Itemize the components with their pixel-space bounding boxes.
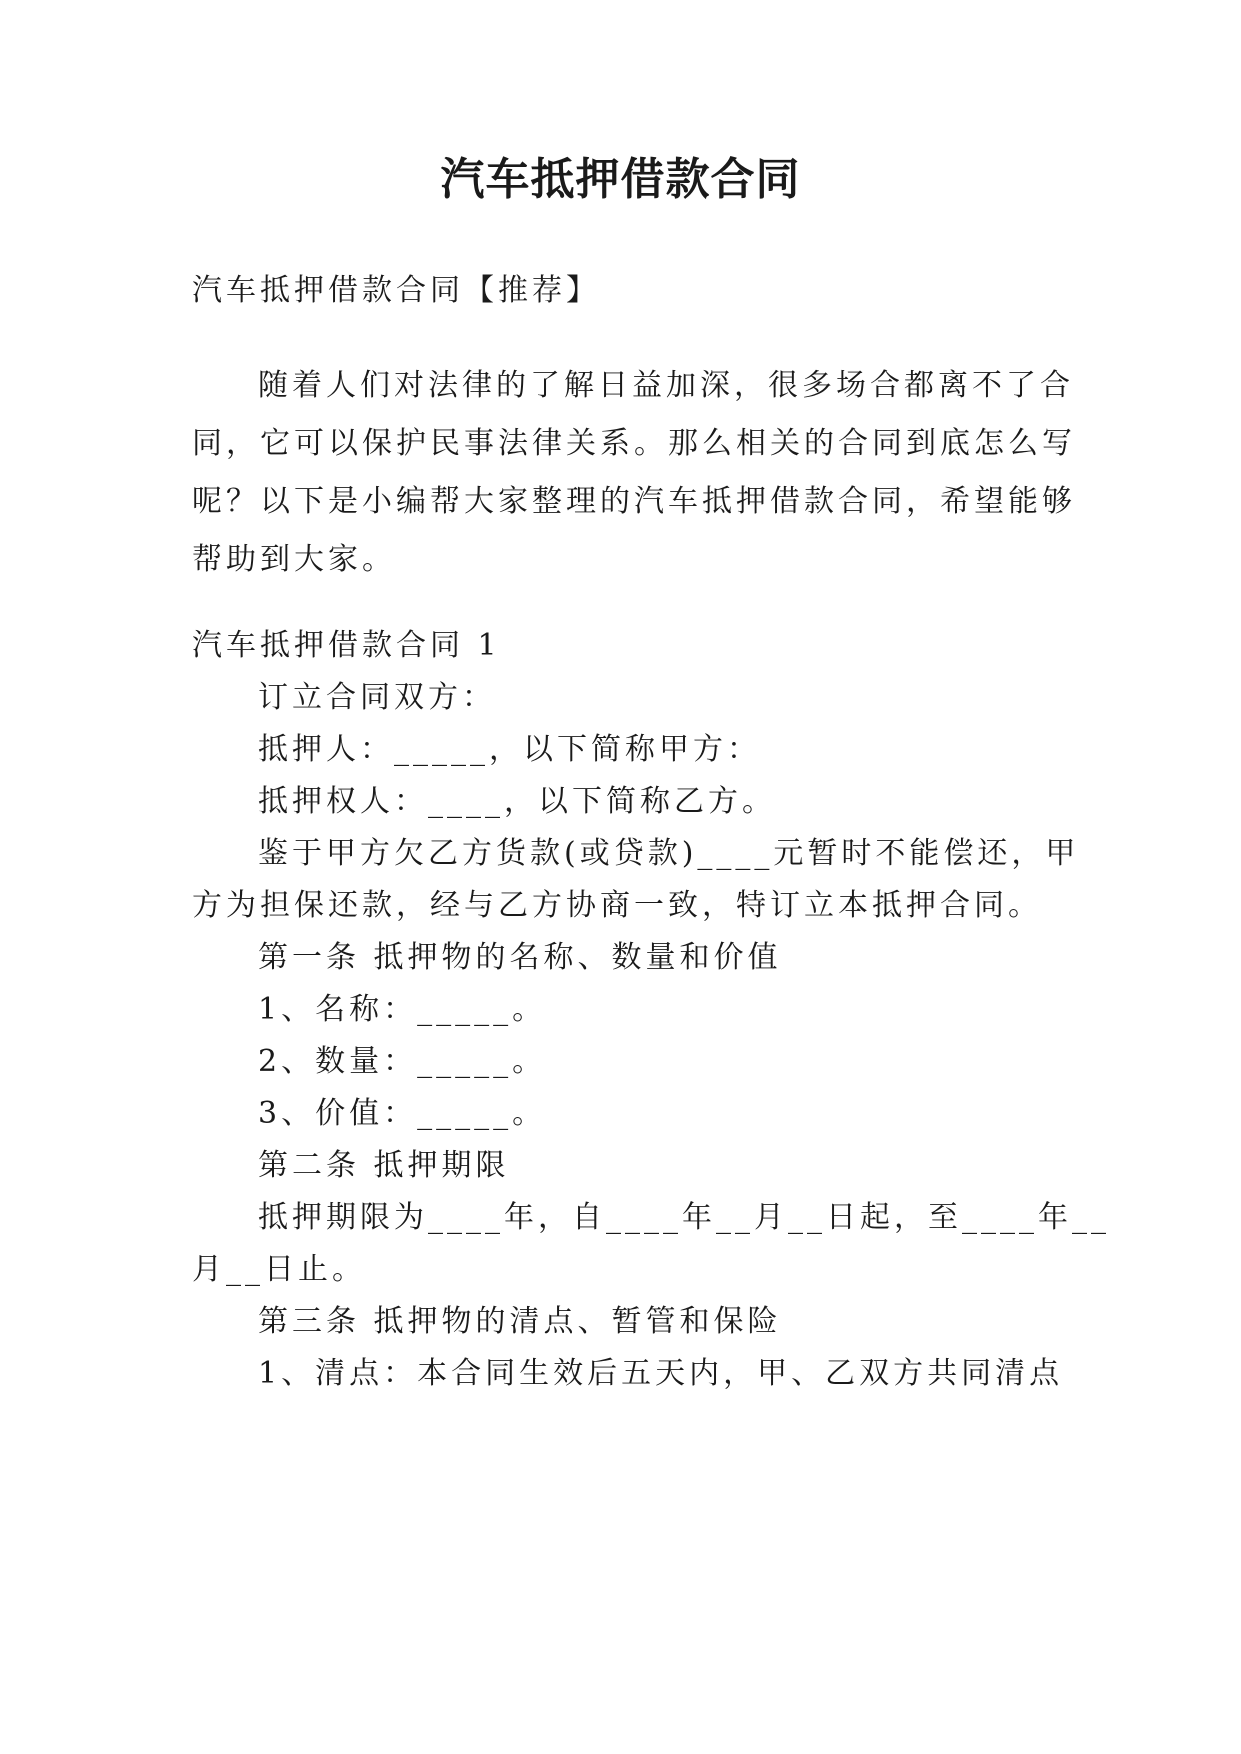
intro-line: 呢？以下是小编帮大家整理的汽车抵押借款合同，希望能够: [192, 484, 1076, 519]
intro-line: 同，它可以保护民事法律关系。那么相关的合同到底怎么写: [192, 426, 1076, 461]
article-3-heading: 第三条 抵押物的清点、暂管和保险: [258, 1304, 782, 1339]
article-1-item-name: 1、名称：_____。: [258, 992, 547, 1027]
article-3-item-inventory: 1、清点：本合同生效后五天内，甲、乙双方共同清点: [258, 1356, 1064, 1391]
mortgagee-line: 抵押权人：____，以下简称乙方。: [258, 784, 776, 819]
document-title: 汽车抵押借款合同: [440, 154, 801, 205]
intro-line: 随着人们对法律的了解日益加深，很多场合都离不了合: [258, 368, 1074, 403]
whereas-line: 鉴于甲方欠乙方货款(或贷款)____元暂时不能偿还，甲: [258, 836, 1080, 871]
document-subtitle: 汽车抵押借款合同【推荐】: [192, 273, 600, 308]
article-2-heading: 第二条 抵押期限: [258, 1148, 510, 1183]
article-1-heading: 第一条 抵押物的名称、数量和价值: [258, 940, 782, 975]
article-1-item-value: 3、价值：_____。: [258, 1096, 547, 1131]
intro-line: 帮助到大家。: [192, 542, 396, 577]
article-2-term-line: 抵押期限为____年，自____年__月__日起，至____年__: [258, 1200, 1110, 1235]
article-1-item-quantity: 2、数量：_____。: [258, 1044, 547, 1079]
parties-heading: 订立合同双方：: [258, 680, 496, 715]
whereas-line: 方为担保还款，经与乙方协商一致，特订立本抵押合同。: [192, 888, 1042, 923]
article-2-term-line: 月__日止。: [192, 1252, 366, 1287]
intro-paragraph: [192, 357, 1076, 589]
section-heading: 汽车抵押借款合同 1: [192, 628, 501, 663]
mortgagor-line: 抵押人：_____，以下简称甲方：: [258, 732, 761, 767]
